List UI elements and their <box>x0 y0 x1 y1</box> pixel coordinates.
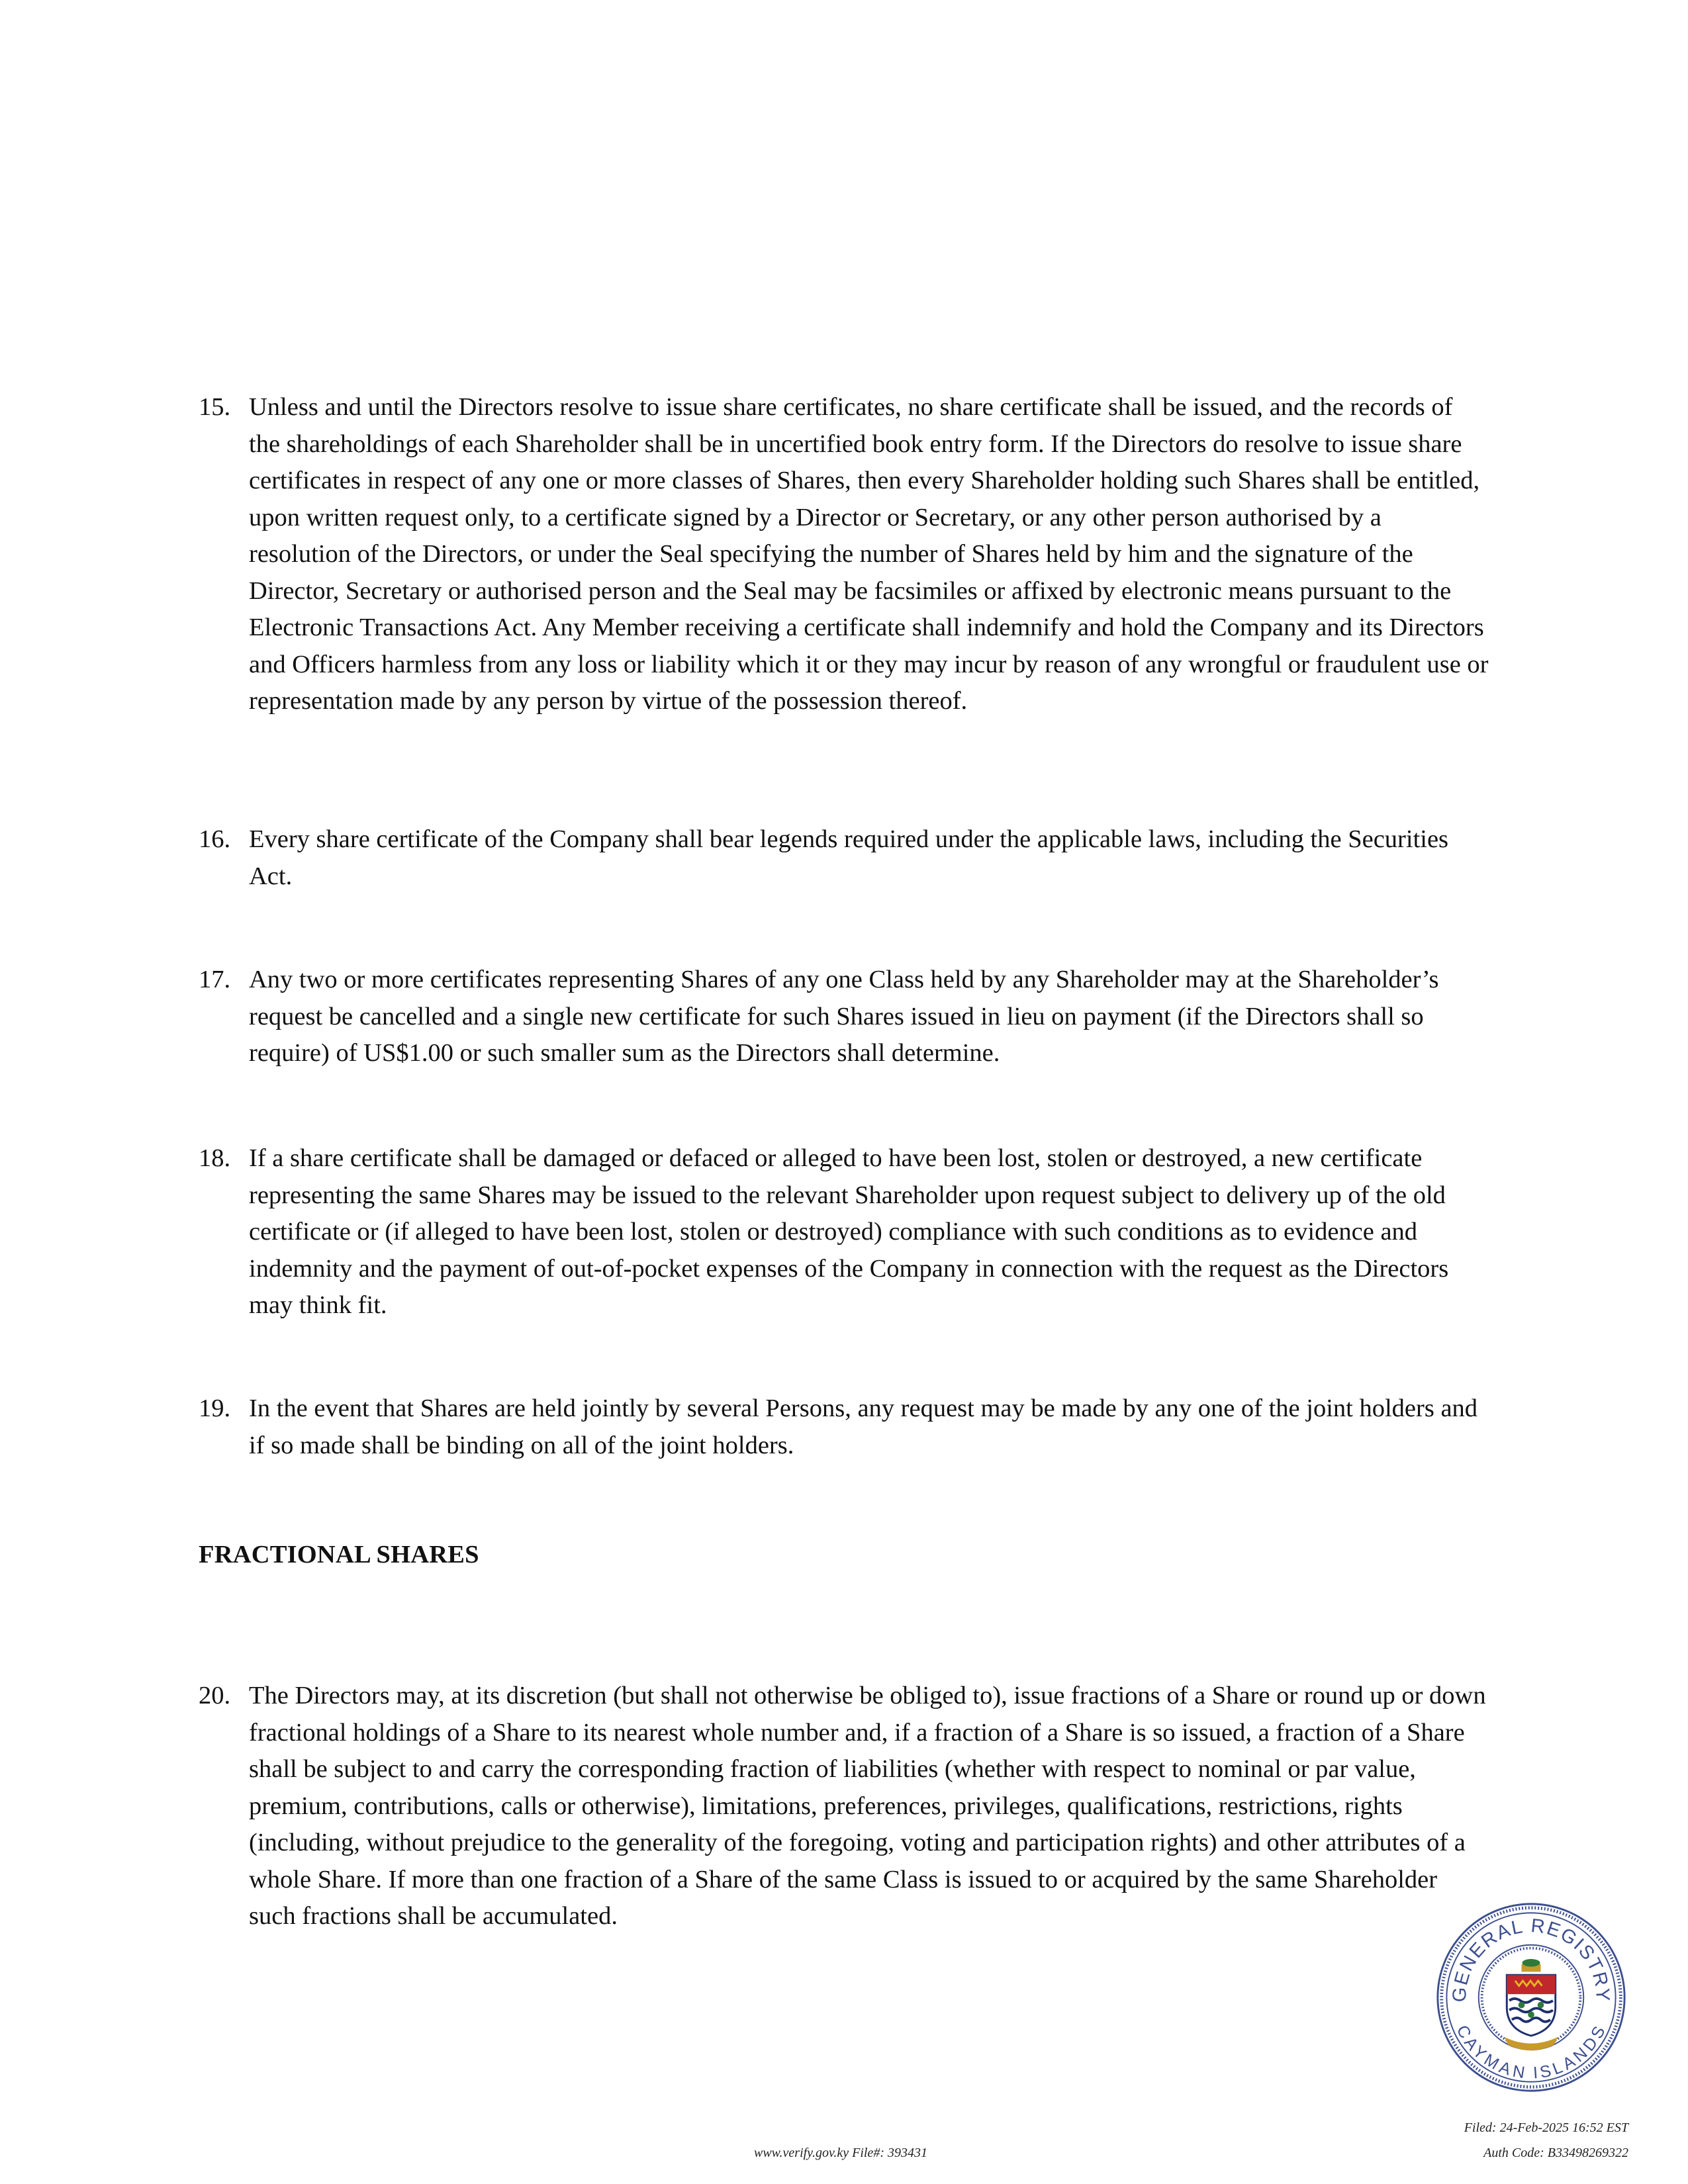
clause-number: 18. <box>199 1144 231 1172</box>
clause-17 <box>199 962 1489 1072</box>
clause-text: Any two or more certificates representing Shares of any one Class held by any Shareholder may at the Shareholder’s request be cancelled and a single new certificate for such Shares issued in lieu on payment (if the Directors shall so require) of US$1.00 or such smaller sum as the Directors shall determine. <box>249 966 1439 1067</box>
clause-19 <box>199 1390 1489 1464</box>
clause-16 <box>199 821 1489 895</box>
clause-number: 17. <box>199 966 231 993</box>
clause-text: If a share certificate shall be damaged or defaced or alleged to have been lost, stolen or destroyed, a new certificate representing the same Shares may be issued to the relevant Shareholder upon request subject to delivery up of the old certificate or (if alleged to have been lost, stolen or destroyed) compliance with such conditions as to evidence and indemnity and the payment of out-of-pocket expenses of the Company in connection with the request as the Directors may think fit. <box>249 1144 1449 1319</box>
clause-text: The Directors may, at its discretion (but shall not otherwise be obliged to), issue fractions of a Share or round up or down fractional holdings of a Share to its nearest whole number and, if a fraction of a Share is so issued, a fraction of a Share shall be subject to and carry the corresponding fraction of liabilities (whether with respect to nominal or par value, premium, contributions, calls or otherwise), limitations, preferences, privileges, qualifications, restrictions, rights (including, without prejudice to the generality of the foregoing, voting and participation rights) and other attributes of a whole Share. If more than one fraction of a Share of the same Class is issued to or acquired by the same Shareholder such fractions shall be accumulated. <box>249 1682 1486 1930</box>
filed-timestamp: Filed: 24-Feb-2025 16:52 EST <box>1464 2120 1628 2135</box>
clause-number: 20. <box>199 1682 231 1709</box>
coat-of-arms-icon <box>1504 1959 1558 2050</box>
clause-20 <box>199 1678 1489 1935</box>
clause-number: 15. <box>199 393 231 421</box>
seal-bottom-text: CAYMAN ISLANDS <box>1452 2022 1610 2083</box>
general-registry-seal <box>1435 1901 1627 2093</box>
clause-15 <box>199 389 1489 720</box>
seal-top-text: GENERAL REGISTRY <box>1448 1915 1613 2003</box>
clause-text: In the event that Shares are held jointly by several Persons, any request may be made by any one of the joint holders and if so made shall be binding on all of the joint holders. <box>249 1394 1478 1459</box>
verify-footer: www.verify.gov.ky File#: 393431 <box>754 2146 927 2160</box>
section-heading: FRACTIONAL SHARES <box>199 1541 479 1569</box>
clause-18 <box>199 1140 1489 1324</box>
clause-number: 19. <box>199 1394 231 1422</box>
auth-code: Auth Code: B33498269322 <box>1483 2146 1628 2160</box>
clause-text: Every share certificate of the Company shall bear legends required under the applicable laws, including the Securities Act. <box>249 825 1449 890</box>
clause-number: 16. <box>199 825 231 853</box>
clause-text: Unless and until the Directors resolve to issue share certificates, no share certificate shall be issued, and the records of the shareholdings of each Shareholder shall be in uncertified book entry form. If the Directors do resolve to issue share certificates in respect of any one or more classes of Shares, then every Shareholder holding such Shares shall be entitled, upon written request only, to a certificate signed by a Director or Secretary, or any other person authorised by a resolution of the Directors, or under the Seal specifying the number of Shares held by him and the signature of the Director, Secretary or authorised person and the Seal may be facsimiles or affixed by electronic means pursuant to the Electronic Transactions Act. Any Member receiving a certificate shall indemnify and hold the Company and its Directors and Officers harmless from any loss or liability which it or they may incur by reason of any wrongful or fraudulent use or representation made by any person by virtue of the possession thereof. <box>249 393 1489 715</box>
